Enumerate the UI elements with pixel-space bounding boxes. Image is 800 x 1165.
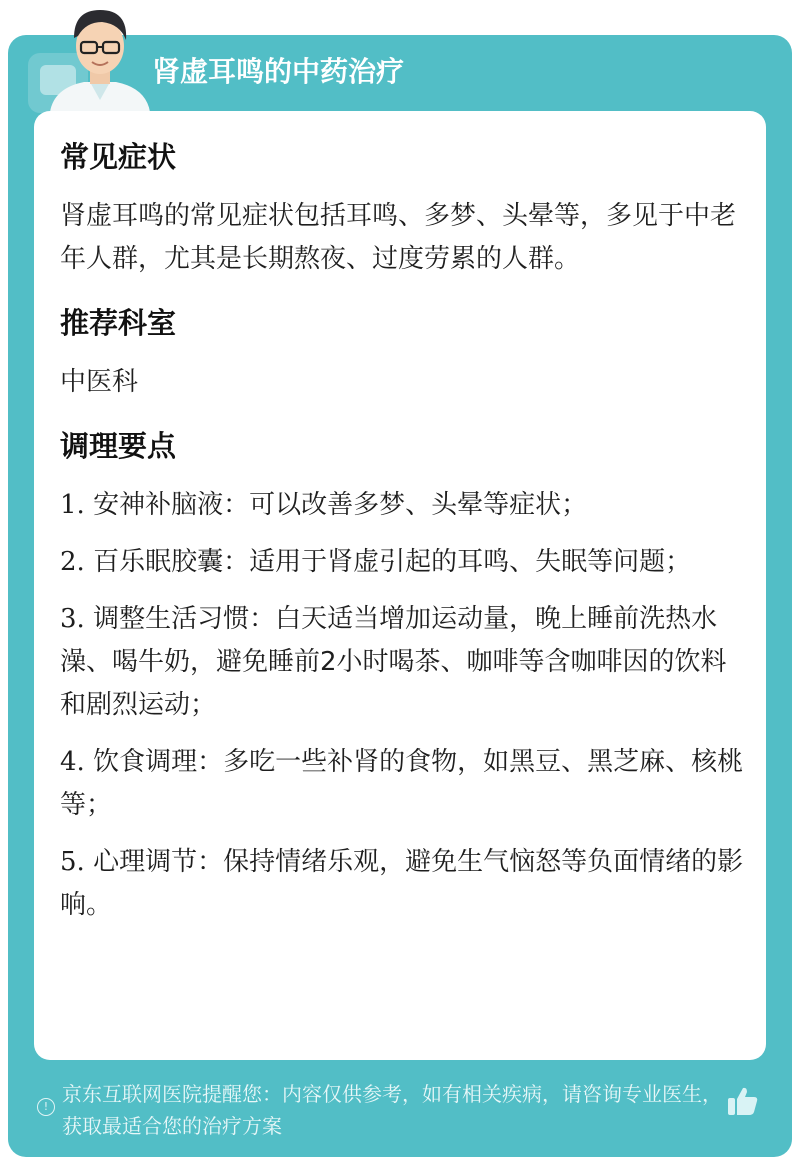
list-item: 3. 调整生活习惯：白天适当增加运动量，晚上睡前洗热水澡、喝牛奶，避免睡前2小时喝茶、咖啡等含咖啡因的饮料和剧烈运动；: [60, 604, 727, 720]
symptoms-body: 肾虚耳鸣的常见症状包括耳鸣、多梦、头晕等，多见于中老年人群，尤其是长期熬夜、过度劳累的人群。: [60, 201, 737, 274]
page-title: 肾虚耳鸣的中药治疗: [152, 55, 405, 88]
department-body: 中医科: [60, 367, 139, 397]
info-icon: !: [37, 1098, 55, 1116]
disclaimer-text: 京东互联网医院提醒您：内容仅供参考，如有相关疾病，请咨询专业医生，获取最适合您的治疗方案: [62, 1082, 722, 1138]
main-card: [34, 111, 766, 1060]
doctor-avatar-icon: [40, 0, 160, 112]
tips-title: 调理要点: [60, 429, 177, 463]
list-item: 2. 百乐眠胶囊：适用于肾虚引起的耳鸣、失眠等问题；: [60, 547, 692, 577]
department-title: 推荐科室: [60, 306, 177, 340]
list-item: 4. 饮食调理：多吃一些补肾的食物，如黑豆、黑芝麻、核桃等；: [60, 747, 744, 820]
list-item: 1. 安神补脑液：可以改善多梦、头晕等症状；: [60, 490, 588, 520]
thumbs-up-icon[interactable]: [724, 1083, 760, 1119]
list-item: 5. 心理调节：保持情绪乐观，避免生气恼怒等负面情绪的影响。: [60, 847, 744, 920]
symptoms-title: 常见症状: [60, 140, 177, 174]
